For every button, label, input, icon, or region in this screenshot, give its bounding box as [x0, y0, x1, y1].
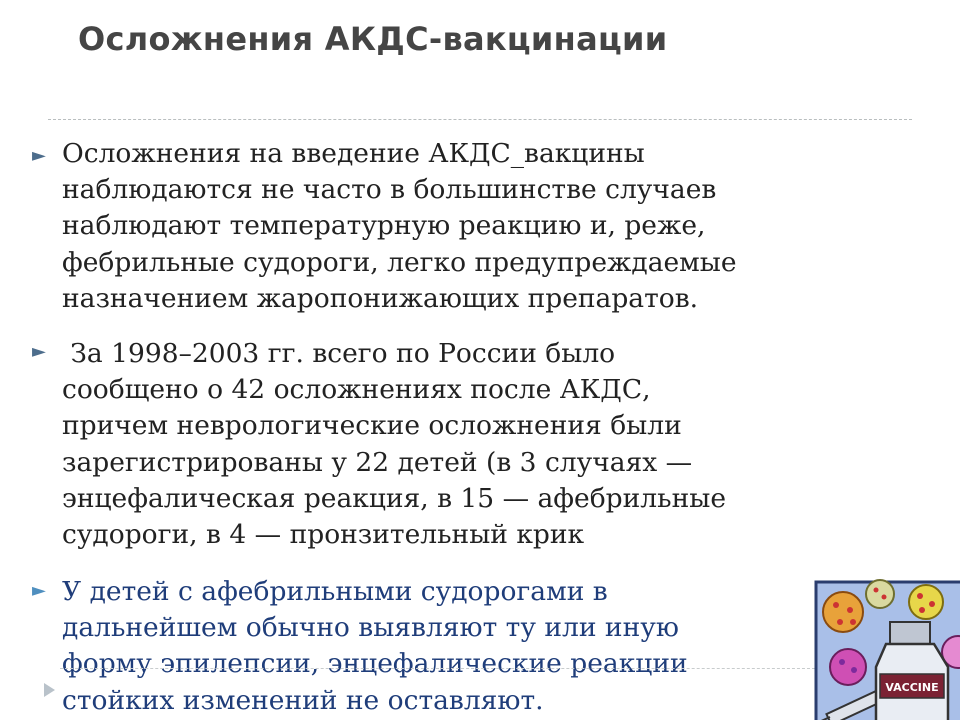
virus-icon — [909, 585, 943, 619]
bullet-3-line: стойких изменений не оставляют. — [62, 684, 544, 716]
bullet-1-line: Осложнения на введение АКДС_вакцины — [62, 138, 645, 169]
bullet-2-line: судороги, в 4 — пронзительный крик — [62, 519, 585, 551]
bullet-2-line: причем неврологические осложнения были — [62, 410, 682, 442]
bullet-2-line: энцефалическая реакция, в 15 — афебрильные — [62, 482, 727, 514]
bullet-3-line: форму эпилепсии, энцефалические реакции — [62, 648, 688, 680]
bullet-item-3 — [62, 574, 688, 719]
bullet-3-line: дальнейшем обычно выявляют ту или иную — [62, 612, 679, 644]
bullet-1-line: фебрильные судороги, легко предупреждаемые — [62, 246, 737, 278]
virus-icon — [866, 580, 894, 608]
bullet-2-line: За 1998–2003 гг. всего по России было — [62, 338, 616, 369]
title-divider — [48, 119, 912, 120]
bullet-item-1 — [62, 136, 737, 317]
virus-icon — [823, 592, 863, 632]
virus-icon — [830, 649, 866, 685]
bullet-1-line: наблюдаются не часто в большинстве случаев — [62, 174, 717, 206]
bullet-1-line: наблюдают температурную реакцию и, реже, — [62, 210, 706, 242]
triangle-bullet-icon: ► — [32, 145, 46, 166]
corner-triangle-icon — [44, 683, 55, 697]
bullet-3-line: У детей с афебрильными судорогами в — [62, 576, 608, 607]
footer-divider — [60, 668, 820, 669]
bullet-2-line: зарегистрированы у 22 детей (в 3 случаях — — [62, 446, 693, 478]
vial-label: VACCINE — [885, 681, 939, 694]
bullet-item-2 — [62, 336, 726, 553]
triangle-bullet-icon: ► — [32, 341, 46, 362]
bullet-2-line: сообщено о 42 осложнениях после АКДС, — [62, 374, 651, 406]
triangle-bullet-icon: ► — [32, 580, 46, 601]
vaccine-clipart-icon — [808, 572, 960, 720]
slide-title: Осложнения АКДС-вакцинации — [78, 20, 668, 58]
bullet-1-line: назначением жаропонижающих препаратов. — [62, 282, 699, 314]
